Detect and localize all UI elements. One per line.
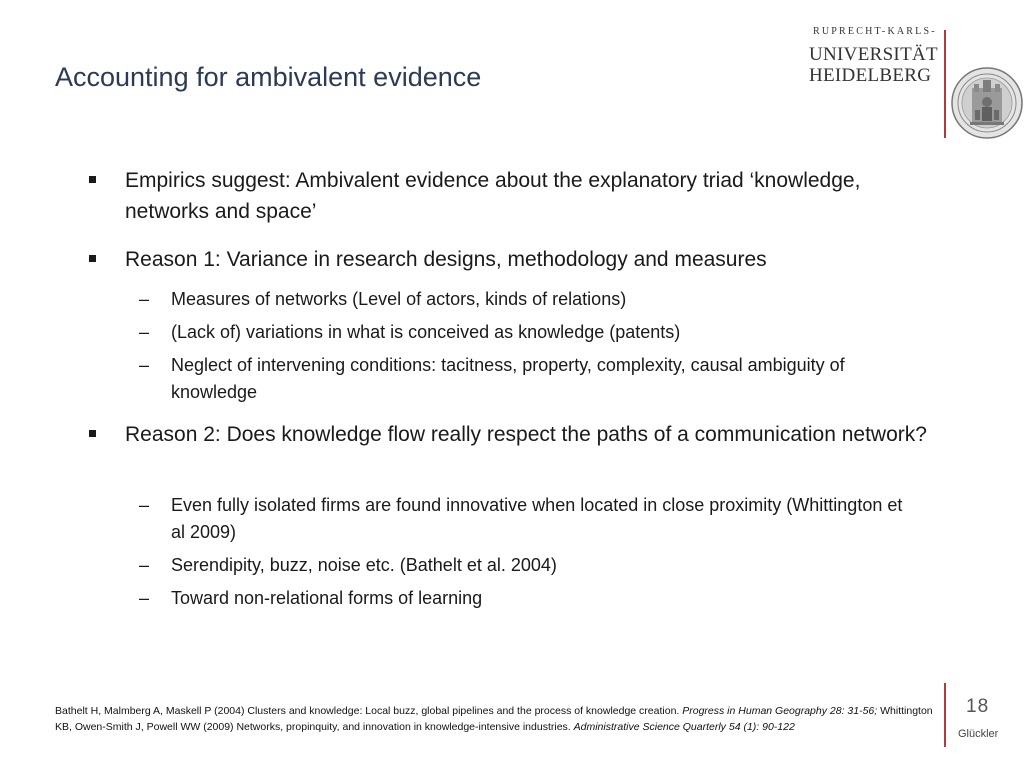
dash-marker: –: [139, 322, 150, 342]
bullet-text: Reason 1: Variance in research designs, methodology and measures: [125, 248, 767, 271]
bullet-item: [125, 165, 945, 227]
sub-bullet-item: [139, 286, 931, 313]
references-footnote: [55, 703, 935, 735]
logo-line-universitaet: UNIVERSITÄT: [809, 44, 938, 65]
reference-1-journal: Progress in Human Geography 28: 31-56;: [682, 705, 878, 717]
logo-line-heidelberg: HEIDELBERG: [809, 65, 932, 86]
logo-divider: [944, 30, 946, 138]
bullet-marker: [89, 430, 96, 437]
reference-2-journal: Administrative Science Quarterly 54 (1): 90-122: [573, 721, 795, 733]
dash-marker: –: [139, 555, 150, 575]
dash-marker: –: [139, 355, 150, 375]
sub-bullet-item: [139, 352, 861, 406]
bullet-item: [125, 244, 945, 275]
sub-bullet-text: Neglect of intervening conditions: tacitness, property, complexity, causal ambiguity of knowledge: [171, 355, 845, 402]
footer-divider: [944, 683, 946, 747]
logo-line-ruprecht-karls: RUPRECHT-KARLS-: [813, 26, 937, 37]
dash-marker: –: [139, 588, 150, 608]
sub-bullet-text: Serendipity, buzz, noise etc. (Bathelt et al. 2004): [171, 555, 557, 575]
sub-bullet-text: (Lack of) variations in what is conceived as knowledge (patents): [171, 322, 681, 342]
bullet-text: Reason 2: Does knowledge flow really respect the paths of a communication network?: [125, 423, 927, 446]
page-number: 18: [966, 696, 990, 717]
sub-bullet-text: Even fully isolated firms are found innovative when located in close proximity (Whittington et al 2009): [171, 495, 903, 542]
bullet-item: [125, 419, 945, 450]
sub-bullet-text: Measures of networks (Level of actors, kinds of relations): [171, 289, 627, 309]
reference-1: Bathelt H, Malmberg A, Maskell P (2004) Clusters and knowledge: Local buzz, global pipelines and the process of knowledge creation.: [55, 705, 683, 717]
sub-bullet-item: [139, 585, 931, 612]
dash-marker: –: [139, 289, 150, 309]
sub-bullet-text: Toward non-relational forms of learning: [171, 588, 483, 608]
sub-bullet-item: [139, 319, 931, 346]
slide-title: Accounting for ambivalent evidence: [55, 62, 482, 93]
bullet-text: Empirics suggest: Ambivalent evidence about the explanatory triad ‘knowledge, networks and space’: [125, 169, 861, 223]
university-seal-icon: [950, 66, 1024, 140]
dash-marker: –: [139, 495, 150, 515]
reference-2: Whittington KB, Owen-Smith J, Powell WW (2009) Networks, propinquity, and innovation in knowledge-intensive industries.: [55, 705, 933, 733]
author-name: Glückler: [958, 728, 999, 740]
sub-bullet-item: [139, 492, 911, 546]
bullet-marker: [89, 176, 96, 183]
bullet-marker: [89, 255, 96, 262]
sub-bullet-item: [139, 552, 931, 579]
